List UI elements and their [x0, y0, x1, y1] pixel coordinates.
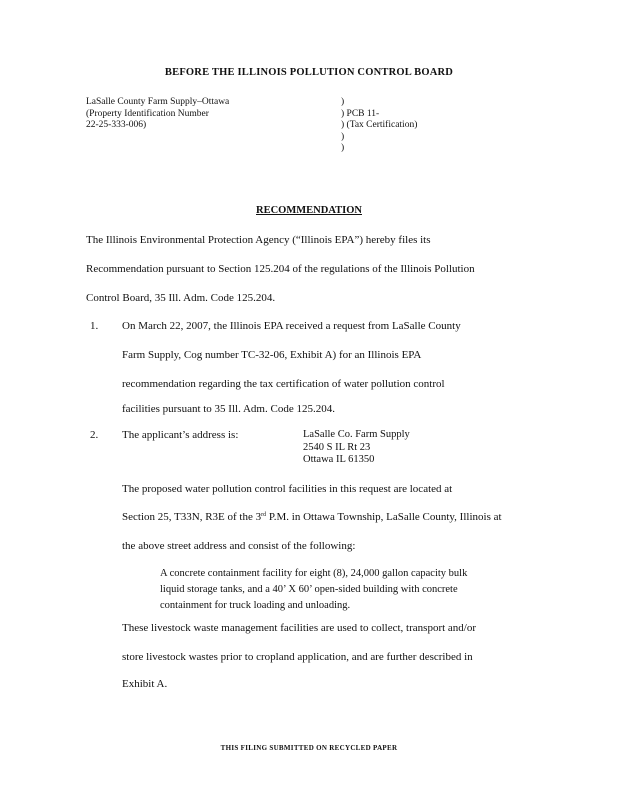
document-title: BEFORE THE ILLINOIS POLLUTION CONTROL BOARD	[164, 67, 454, 78]
item2-line-part: Section 25, T33N, R3E of the 3	[122, 511, 262, 523]
facility-line: containment for truck loading and unloading.	[160, 600, 351, 611]
item1-line: Farm Supply, Cog number TC-32-06, Exhibit A) for an Illinois EPA	[122, 349, 422, 361]
facility-description	[160, 566, 467, 614]
closing-line: These livestock waste management facilities are used to collect, transport and/or	[122, 622, 477, 634]
page-footer: THIS FILING SUBMITTED ON RECYCLED PAPER	[220, 744, 398, 752]
caption-line: 22-25-333-006)	[86, 120, 147, 130]
caption-paren-line: )	[341, 143, 345, 153]
item1-line: facilities pursuant to 35 Ill. Adm. Code 125.204.	[122, 403, 335, 415]
caption-line: LaSalle County Farm Supply–Ottawa	[86, 97, 230, 107]
heading-text: RECOMMENDATION	[256, 205, 362, 216]
caption-paren-line: ) PCB 11-	[341, 108, 380, 119]
address-line: 2540 S IL Rt 23	[303, 441, 371, 453]
intro-line: Control Board, 35 Ill. Adm. Code 125.204.	[86, 292, 276, 304]
item2-line: the above street address and consist of the following:	[122, 540, 356, 552]
item2-line-part: P.M. in Ottawa Township, LaSalle County, Illinois at	[266, 511, 502, 523]
facility-line: liquid storage tanks, and a 40’ X 60’ open-sided building with concrete	[160, 584, 458, 595]
caption-paren-line: )	[341, 97, 345, 107]
address-label: The applicant’s address is:	[122, 429, 239, 441]
case-caption-number	[341, 97, 417, 155]
caption-paren-line: ) (Tax Certification)	[341, 120, 418, 130]
item2-line: The proposed water pollution control facilities in this request are located at	[122, 483, 453, 495]
closing-line: store livestock wastes prior to cropland application, and are further described in	[122, 651, 473, 663]
item-number: 2.	[90, 429, 99, 441]
caption-paren-line: )	[341, 131, 345, 142]
item1-line: recommendation regarding the tax certification of water pollution control	[122, 378, 445, 390]
section-heading	[0, 205, 618, 216]
applicant-address	[303, 429, 410, 467]
intro-line: Recommendation pursuant to Section 125.204 of the regulations of the Illinois Pollution	[86, 263, 475, 275]
closing-line: Exhibit A.	[122, 678, 168, 690]
item2-line	[122, 511, 502, 523]
superscript: rd	[261, 512, 267, 518]
intro-line: The Illinois Environmental Protection Agency (“Illinois EPA”) hereby files its	[86, 234, 431, 246]
caption-line: (Property Identification Number	[86, 108, 209, 119]
address-line: LaSalle Co. Farm Supply	[303, 429, 410, 440]
item-number: 1.	[90, 320, 99, 332]
item1-line: On March 22, 2007, the Illinois EPA received a request from LaSalle County	[122, 320, 461, 332]
facility-line: A concrete containment facility for eight (8), 24,000 gallon capacity bulk	[160, 568, 468, 579]
address-line: Ottawa IL 61350	[303, 454, 375, 465]
case-caption-parties	[86, 97, 229, 132]
